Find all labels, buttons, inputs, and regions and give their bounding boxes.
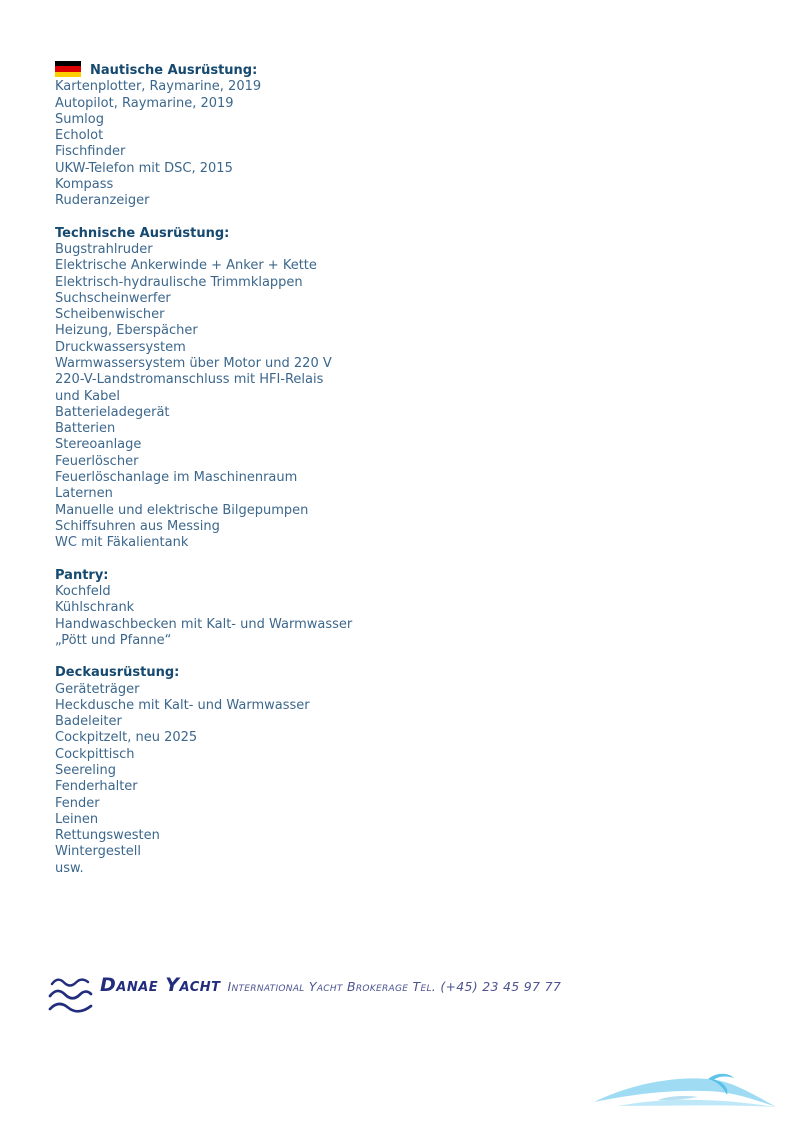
equipment-item: Bugstrahlruder bbox=[55, 242, 153, 258]
section bbox=[55, 226, 352, 552]
equipment-item: Cockpittisch bbox=[55, 746, 135, 762]
section bbox=[55, 61, 352, 210]
equipment-item: usw. bbox=[55, 860, 84, 876]
equipment-item: UKW-Telefon mit DSC, 2015 bbox=[55, 160, 233, 176]
equipment-item: „Pött und Pfanne“ bbox=[55, 632, 172, 648]
section-title-text: Nautische Ausrüstung: bbox=[90, 63, 258, 78]
equipment-item: Scheibenwischer bbox=[55, 307, 165, 323]
section bbox=[55, 665, 352, 877]
equipment-item: Heckdusche mit Kalt- und Warmwasser bbox=[55, 697, 310, 713]
section-title-text: Technische Ausrüstung: bbox=[55, 225, 230, 241]
equipment-item: Elektrisch-hydraulische Trimmklappen bbox=[55, 274, 303, 290]
equipment-item: Seereling bbox=[55, 763, 117, 779]
equipment-item: und Kabel bbox=[55, 388, 120, 404]
equipment-item: Leinen bbox=[55, 811, 99, 827]
equipment-item: Cockpitzelt, neu 2025 bbox=[55, 730, 198, 746]
equipment-item: Autopilot, Raymarine, 2019 bbox=[55, 95, 234, 111]
brand-name: Danae Yacht bbox=[100, 974, 221, 996]
german-flag-icon bbox=[55, 61, 81, 77]
equipment-item: Badeleiter bbox=[55, 714, 122, 730]
equipment-item: Kartenplotter, Raymarine, 2019 bbox=[55, 79, 262, 95]
waves-logo-icon bbox=[47, 976, 93, 1018]
equipment-item: Sumlog bbox=[55, 111, 104, 127]
section-title-text: Pantry: bbox=[55, 567, 109, 583]
equipment-item: Kühlschrank bbox=[55, 600, 135, 616]
section-title bbox=[55, 568, 352, 584]
equipment-item: Kompass bbox=[55, 176, 114, 192]
equipment-item: Stereoanlage bbox=[55, 437, 142, 453]
equipment-item: Rettungswesten bbox=[55, 828, 160, 844]
footer-tagline: International Yacht Brokerage Tel. (+45) 23 45 97 77 bbox=[227, 979, 562, 994]
equipment-item: Echolot bbox=[55, 128, 104, 144]
section-title-text: Deckausrüstung: bbox=[55, 665, 180, 681]
wave-swoosh-icon bbox=[590, 1070, 780, 1116]
equipment-item: Feuerlöscher bbox=[55, 453, 139, 469]
equipment-item: Wintergestell bbox=[55, 844, 141, 860]
equipment-sections bbox=[55, 61, 352, 877]
equipment-item: Feuerlöschanlage im Maschinenraum bbox=[55, 470, 298, 486]
equipment-item: Warmwassersystem über Motor und 220 V bbox=[55, 356, 332, 372]
equipment-item: Geräteträger bbox=[55, 681, 140, 697]
equipment-item: WC mit Fäkalientank bbox=[55, 535, 189, 551]
equipment-item: Druckwassersystem bbox=[55, 339, 186, 355]
equipment-item: Schiffsuhren aus Messing bbox=[55, 518, 220, 534]
equipment-item: Fischfinder bbox=[55, 144, 126, 160]
equipment-item: Suchscheinwerfer bbox=[55, 290, 171, 306]
equipment-item: Batterien bbox=[55, 421, 116, 437]
equipment-item: Handwaschbecken mit Kalt- und Warmwasser bbox=[55, 616, 353, 632]
section bbox=[55, 568, 352, 649]
equipment-item: Fenderhalter bbox=[55, 779, 138, 795]
equipment-item: 220-V-Landstromanschluss mit HFI-Relais bbox=[55, 372, 324, 388]
equipment-item: Batterieladegerät bbox=[55, 404, 170, 420]
footer bbox=[47, 974, 561, 1018]
equipment-item: Kochfeld bbox=[55, 583, 111, 599]
section-title bbox=[55, 61, 352, 79]
equipment-item: Laternen bbox=[55, 486, 113, 502]
section-title bbox=[55, 665, 352, 681]
equipment-item: Manuelle und elektrische Bilgepumpen bbox=[55, 502, 309, 518]
equipment-item: Ruderanzeiger bbox=[55, 193, 150, 209]
equipment-item: Elektrische Ankerwinde + Anker + Kette bbox=[55, 258, 317, 274]
equipment-item: Heizung, Eberspächer bbox=[55, 323, 198, 339]
equipment-item: Fender bbox=[55, 795, 100, 811]
section-title bbox=[55, 226, 352, 242]
